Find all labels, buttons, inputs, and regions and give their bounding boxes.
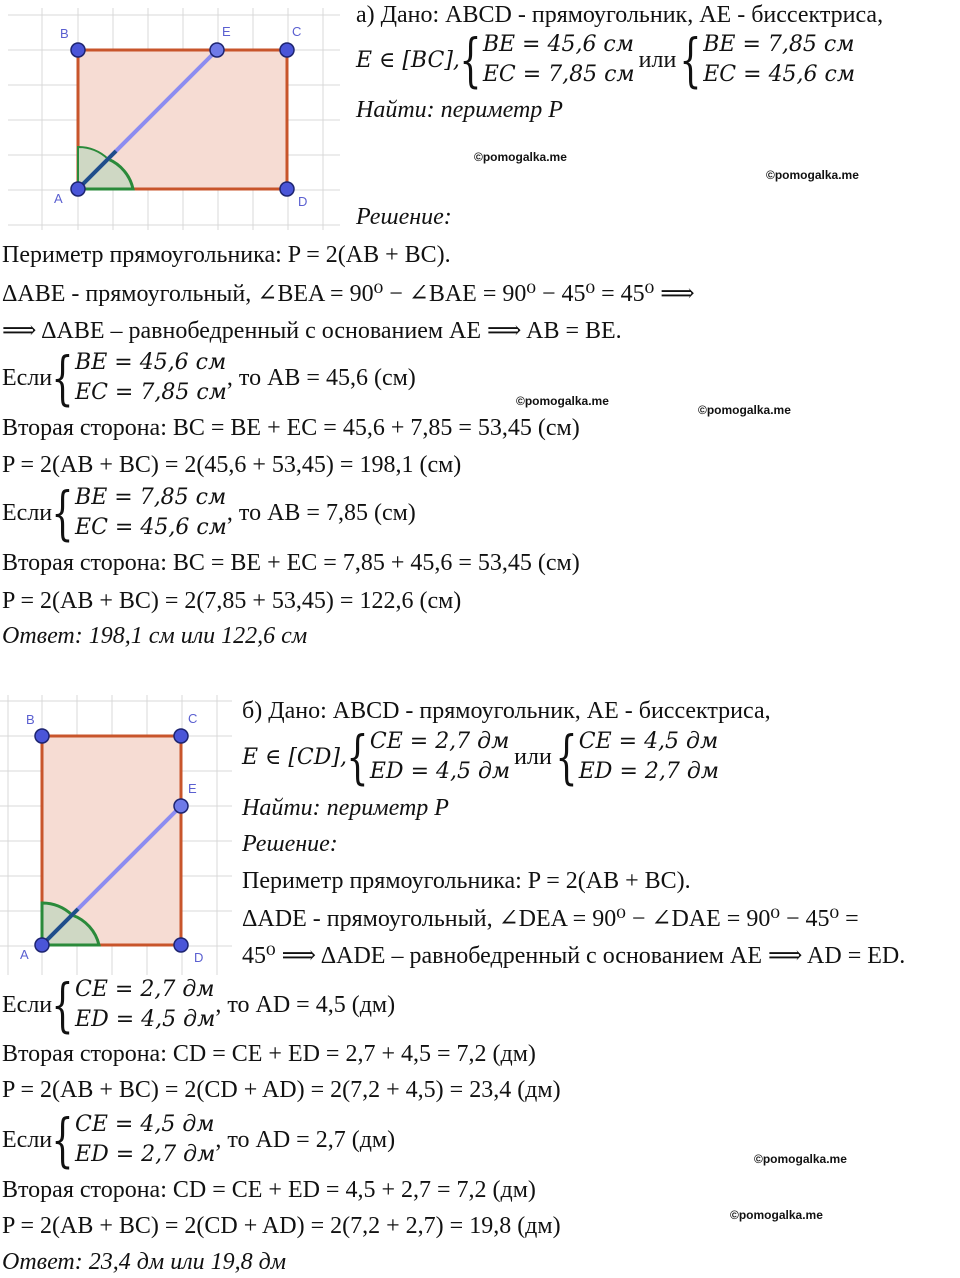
part-a-case1-eq2: EC = 7,85 см [482, 62, 635, 87]
point-d [174, 938, 188, 952]
part-b-if1-result: , то AD = 4,5 (дм) [215, 991, 396, 1018]
part-a-find: Найти: периметр P [356, 97, 563, 123]
label-e: E [188, 781, 197, 796]
label-b: B [26, 712, 35, 727]
part-b-find: Найти: периметр P [242, 795, 449, 821]
label-d: D [194, 950, 204, 965]
part-a-given-system [356, 26, 856, 94]
part-a-side2: Вторая сторона: BC = BE + EC = 7,85 + 45,6 = 53,45 (см) [2, 550, 580, 576]
part-a-perim2: P = 2(AB + BC) = 2(7,85 + 53,45) = 122,6 (см) [2, 588, 462, 614]
point-b [35, 729, 49, 743]
part-b-if2-eq1: CE = 4,5 дм [75, 1112, 215, 1137]
part-b-case1-eq2: ED = 4,5 дм [369, 759, 511, 784]
part-a-triangle-line: ΔABE - прямоугольный, ∠BEA = 90⁰ − ∠BAE = 90⁰ − 45⁰ = 45⁰ ⟹ [2, 281, 695, 307]
part-a-perim1: P = 2(AB + BC) = 2(45,6 + 53,45) = 198,1 (см) [2, 452, 462, 478]
watermark: ©pomogalka.me [698, 403, 791, 417]
brace: { [51, 344, 74, 412]
part-b-if1 [2, 971, 396, 1039]
label-b: B [60, 26, 69, 41]
brace: { [346, 723, 369, 791]
watermark: ©pomogalka.me [754, 1152, 847, 1166]
part-b-given-system [242, 723, 720, 791]
if-word: Если [2, 499, 53, 526]
watermark: ©pomogalka.me [730, 1208, 823, 1222]
brace: { [51, 971, 74, 1039]
part-b-answer: Ответ: 23,4 дм или 19,8 дм [2, 1249, 287, 1275]
part-b-or: или [514, 743, 552, 770]
part-a-if1-eq1: BE = 45,6 см [75, 350, 227, 375]
part-b-isosceles-line: 45⁰ ⟹ ΔADE – равнобедренный с основанием AE ⟹ AD = ED. [242, 943, 906, 969]
watermark: ©pomogalka.me [516, 394, 609, 408]
part-b-case2-eq1: CE = 4,5 дм [578, 729, 719, 754]
part-a-case2-eq1: BE = 7,85 см [703, 32, 855, 57]
if-word: Если [2, 1126, 53, 1153]
part-a-isosceles-line: ⟹ ΔABE – равнобедренный с основанием AE ⟹ AB = BE. [2, 318, 622, 344]
part-b-perim1: P = 2(AB + BC) = 2(CD + AD) = 2(7,2 + 4,5) = 23,4 (дм) [2, 1077, 561, 1103]
part-b-case2-eq2: ED = 2,7 дм [578, 759, 720, 784]
part-b-perim2: P = 2(AB + BC) = 2(CD + AD) = 2(7,2 + 2,7) = 19,8 (дм) [2, 1213, 561, 1239]
part-b-if1-eq1: CE = 2,7 дм [75, 977, 215, 1002]
part-a-solution-label: Решение: [356, 204, 452, 230]
part-b-if1-eq2: ED = 4,5 дм [75, 1007, 216, 1032]
part-a-case1-eq1: BE = 45,6 см [482, 32, 634, 57]
part-a-perimeter-formula: Периметр прямоугольника: P = 2(AB + BC). [2, 242, 451, 268]
part-a-or: или [638, 46, 677, 73]
if-word: Если [2, 364, 53, 391]
part-a-answer: Ответ: 198,1 см или 122,6 см [2, 623, 308, 649]
label-a: A [20, 947, 29, 962]
part-b-side1: Вторая сторона: CD = CE + ED = 2,7 + 4,5 = 7,2 (дм) [2, 1041, 536, 1067]
part-b-if2 [2, 1106, 396, 1174]
part-b-triangle-line: ΔADE - прямоугольный, ∠DEA = 90⁰ − ∠DAE = 90⁰ − 45⁰ = [242, 906, 859, 932]
label-c: C [188, 711, 198, 726]
point-d [280, 182, 294, 196]
part-a-if2-eq1: BE = 7,85 см [75, 485, 227, 510]
watermark: ©pomogalka.me [766, 168, 859, 182]
point-a [35, 938, 49, 952]
part-a-if1 [2, 344, 416, 412]
point-c [280, 43, 294, 57]
part-a-side1: Вторая сторона: BC = BE + EC = 45,6 + 7,85 = 53,45 (см) [2, 415, 580, 441]
watermark: ©pomogalka.me [474, 150, 567, 164]
part-a-membership: E ∈ [BC], [356, 47, 460, 73]
part-a-if2 [2, 479, 416, 547]
if-word: Если [2, 991, 53, 1018]
part-b-side2: Вторая сторона: CD = CE + ED = 4,5 + 2,7 = 7,2 (дм) [2, 1177, 536, 1203]
part-a-if2-eq2: EC = 45,6 см [75, 515, 227, 540]
brace: { [555, 723, 578, 791]
brace: { [679, 26, 702, 94]
brace: { [51, 479, 74, 547]
point-e [210, 43, 224, 57]
part-b-if2-result: , то AD = 2,7 (дм) [215, 1126, 396, 1153]
part-a-if1-result: , то AB = 45,6 (см) [226, 364, 416, 391]
part-b-solution-label: Решение: [242, 831, 338, 857]
point-e [174, 799, 188, 813]
brace: { [459, 26, 482, 94]
point-b [71, 43, 85, 57]
part-b-case1-eq1: CE = 2,7 дм [369, 729, 510, 754]
label-e: E [222, 24, 231, 39]
point-a [71, 182, 85, 196]
part-b-if2-eq2: ED = 2,7 дм [75, 1142, 216, 1167]
label-a: A [54, 191, 63, 206]
part-a-if2-result: , то AB = 7,85 (см) [226, 499, 416, 526]
label-c: C [292, 24, 302, 39]
part-b-perimeter-formula: Периметр прямоугольника: P = 2(AB + BC). [242, 868, 691, 894]
diagram-a [0, 0, 340, 230]
point-c [174, 729, 188, 743]
part-a-if1-eq2: EC = 7,85 см [75, 380, 227, 405]
part-a-case2-eq2: EC = 45,6 см [703, 62, 856, 87]
part-b-membership: E ∈ [CD], [242, 744, 347, 770]
label-d: D [298, 194, 308, 209]
part-b-given-line1: б) Дано: ABCD - прямоугольник, AE - биссектриса, [242, 698, 771, 724]
part-a-given-line1: а) Дано: ABCD - прямоугольник, AE - биссектриса, [356, 2, 884, 28]
brace: { [51, 1106, 74, 1174]
diagram-b [0, 695, 232, 975]
